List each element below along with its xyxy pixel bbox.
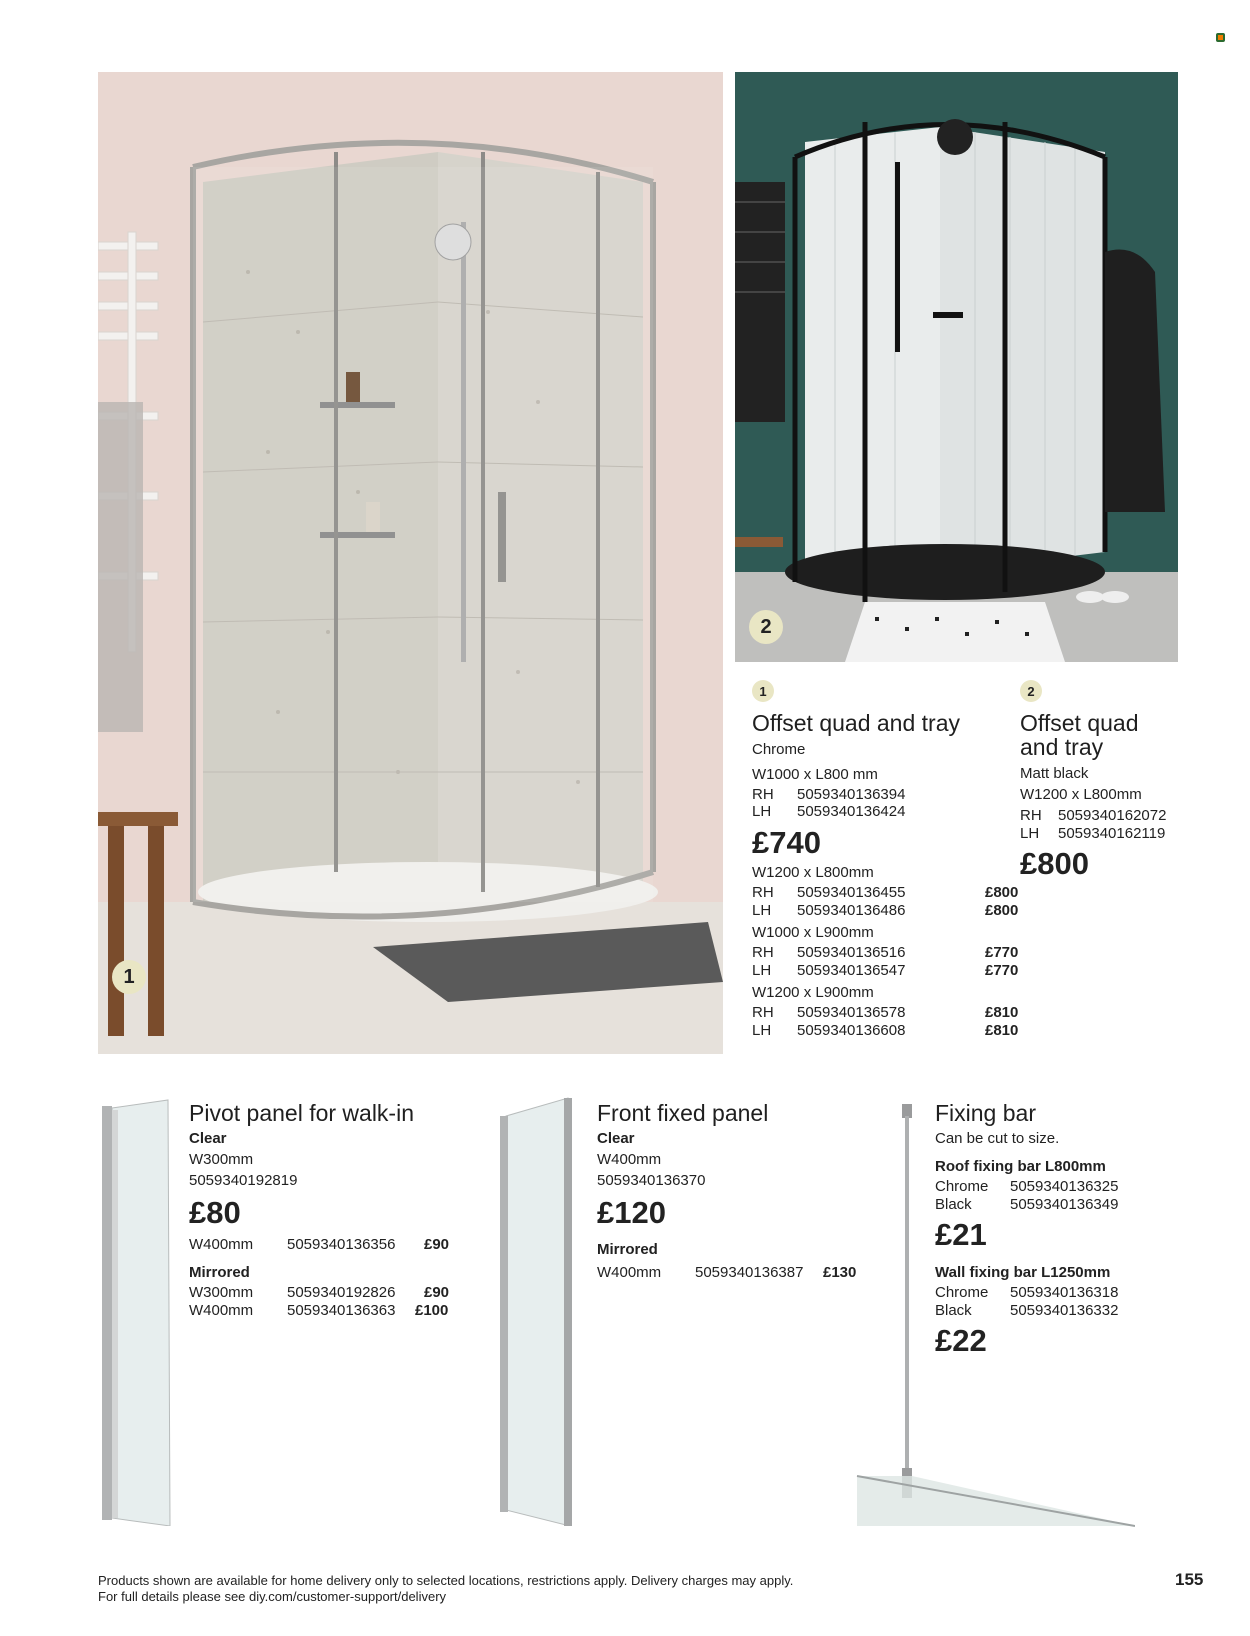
product2-code-row: LH 5059340162119 xyxy=(1020,825,1166,842)
product1-badge: 1 xyxy=(752,680,774,702)
variant-row: LH 5059340136608 £810 xyxy=(752,1022,1019,1039)
pivot-panel-clear-label: Clear xyxy=(189,1130,227,1147)
front-panel-title: Front fixed panel xyxy=(597,1100,769,1126)
fixing-bar-title: Fixing bar xyxy=(935,1100,1036,1126)
front-panel-code: 5059340136370 xyxy=(597,1172,706,1189)
pivot-panel-code: 5059340192819 xyxy=(189,1172,298,1189)
front-panel-size: W400mm xyxy=(597,1151,662,1168)
front-panel-mirrored-label: Mirrored xyxy=(597,1241,658,1258)
footer-link[interactable]: For full details please see diy.com/customer-support/delivery xyxy=(98,1589,447,1604)
wall-bar-label: Wall fixing bar L1250mm xyxy=(935,1264,1111,1281)
variant-row: RH 5059340136516 £770 xyxy=(752,944,1019,961)
chrome-shower-illustration xyxy=(98,72,723,1054)
roof-bar-price: £21 xyxy=(935,1217,987,1252)
wall-bar-price: £22 xyxy=(935,1323,987,1358)
page-number: 155 xyxy=(1175,1570,1204,1589)
fixing-bar-subtitle: Can be cut to size. xyxy=(935,1130,1060,1147)
variant-row: RH 5059340136455 £800 xyxy=(752,884,1019,901)
footer-line-1: Products shown are available for home delivery only to selected locations, restrictions apply. Delivery charges may apply. xyxy=(98,1573,794,1588)
brand-mark-icon xyxy=(1216,33,1225,42)
front-panel-image xyxy=(496,1096,582,1526)
wall-bar-row: Chrome 5059340136318 xyxy=(935,1284,1119,1301)
product2-size: W1200 x L800mm xyxy=(1020,786,1142,803)
variant-row: RH 5059340136578 £810 xyxy=(752,1004,1019,1021)
variant-size: W1000 x L900mm xyxy=(752,924,874,941)
variant-row: LH 5059340136547 £770 xyxy=(752,962,1019,979)
photo1-badge: 1 xyxy=(112,960,146,994)
roof-bar-row: Black 5059340136349 xyxy=(935,1196,1119,1213)
variant-size: W1200 x L900mm xyxy=(752,984,874,1001)
product2-title-line1: Offset quad xyxy=(1020,710,1139,736)
pivot-panel-mirrored-row: W400mm 5059340136363 £100 xyxy=(189,1302,449,1319)
roof-bar-label: Roof fixing bar L800mm xyxy=(935,1158,1106,1175)
photo2-badge: 2 xyxy=(749,610,783,644)
photo-black-shower xyxy=(735,72,1178,662)
product2-code-row: RH 5059340162072 xyxy=(1020,807,1167,824)
photo-chrome-shower xyxy=(98,72,723,1054)
roof-bar-row: Chrome 5059340136325 xyxy=(935,1178,1119,1195)
pivot-panel-mirrored-row: W300mm 5059340192826 £90 xyxy=(189,1284,450,1301)
variant-row: LH 5059340136486 £800 xyxy=(752,902,1019,919)
product1-price: £740 xyxy=(752,825,821,860)
front-panel-price: £120 xyxy=(597,1195,666,1230)
pivot-panel-title: Pivot panel for walk-in xyxy=(189,1100,414,1126)
product1-code-row: LH 5059340136424 xyxy=(752,803,906,820)
product1-code-row: RH 5059340136394 xyxy=(752,786,906,803)
product2-finish: Matt black xyxy=(1020,765,1089,782)
black-shower-illustration xyxy=(735,72,1178,662)
pivot-panel-extra-row: W400mm 5059340136356 £90 xyxy=(189,1236,450,1253)
product1-main-size: W1000 x L800 mm xyxy=(752,766,878,783)
variant-size: W1200 x L800mm xyxy=(752,864,874,881)
front-panel-clear-label: Clear xyxy=(597,1130,635,1147)
product1-title: Offset quad and tray xyxy=(752,710,960,736)
front-panel-mirrored-row: W400mm 5059340136387 £130 xyxy=(597,1264,857,1281)
pivot-panel-mirrored-label: Mirrored xyxy=(189,1264,250,1281)
product2-title-line2: and tray xyxy=(1020,734,1104,760)
product1-finish: Chrome xyxy=(752,741,806,758)
pivot-panel-price: £80 xyxy=(189,1195,241,1230)
product2-badge: 2 xyxy=(1020,680,1042,702)
pivot-panel-image xyxy=(98,1098,178,1526)
pivot-panel-size: W300mm xyxy=(189,1151,254,1168)
wall-bar-row: Black 5059340136332 xyxy=(935,1302,1119,1319)
product2-price: £800 xyxy=(1020,846,1089,881)
